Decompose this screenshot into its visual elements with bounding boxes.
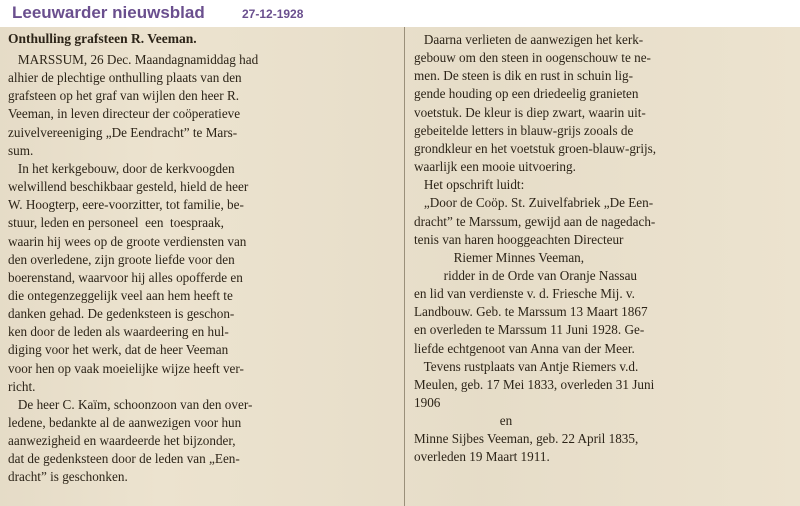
- article-line: die ontegenzeggelijk veel aan hem heeft te: [8, 287, 233, 303]
- article-line: welwillend beschikbaar gesteld, hield de heer: [8, 179, 249, 195]
- article-line: „Door de Coöp. St. Zuivelfabriek „De Een-: [414, 195, 654, 211]
- article-line: ledene, bedankte al de aanwezigen voor hun: [8, 415, 242, 430]
- article-line: men. De steen is dik en rust in schuin lig-: [414, 68, 634, 84]
- article-line: stuur, leden en personeel een toespraak,: [8, 215, 224, 231]
- column-divider: [404, 27, 405, 506]
- article-line: grafsteen op het graf van wijlen den heer R.: [8, 88, 240, 104]
- article-line: en overleden te Marssum 11 Juni 1928. Ge-: [414, 322, 645, 338]
- article-line: Meulen, geb. 17 Mei 1833, overleden 31 Juni: [414, 376, 655, 392]
- article-line: gende houding op een driedeelig granieten: [414, 86, 639, 102]
- newspaper-clipping: [0, 27, 800, 506]
- article-line: en: [414, 413, 513, 429]
- article-line: zuivelvereeniging „De Eendracht” te Mars-: [8, 124, 238, 140]
- article-line: dat de gedenksteen door de leden van „Een-: [8, 451, 240, 467]
- article-line: dracht” te Marssum, gewijd aan de nagedach-: [414, 213, 656, 229]
- article-line: grondkleur en het voetstuk groen-blauw-grijs,: [414, 140, 657, 156]
- article-line: gebouw om den steen in oogenschouw te ne-: [414, 50, 651, 66]
- article-line: Tevens rustplaats van Antje Riemers v.d.: [414, 358, 639, 374]
- article-line: ken door de leden als waardeering en hul-: [8, 324, 229, 340]
- page-header: [0, 0, 800, 27]
- article-line: gebeitelde letters in blauw-grijs zooals de: [414, 122, 634, 138]
- article-line: den overledene, zijn groote liefde voor den: [8, 251, 235, 267]
- article-line: diging voor het werk, dat de heer Veeman: [8, 342, 229, 358]
- article-line: waarlijk een mooie uitvoering.: [414, 159, 576, 175]
- article-line: alhier de plechtige onthulling plaats van den: [8, 70, 242, 86]
- article-line: en lid van verdienste v. d. Friesche Mij. v.: [414, 286, 635, 302]
- article-line: W. Hoogterp, eere-voorzitter, tot familie, be-: [8, 197, 244, 213]
- article-line: danken gehad. De gedenksteen is geschon-: [8, 306, 235, 322]
- article-line: ridder in de Orde van Oranje Nassau: [414, 267, 638, 283]
- article-line: Het opschrift luidt:: [414, 177, 525, 193]
- article-line: voetstuk. De kleur is diep zwart, waarin uit-: [414, 104, 646, 120]
- article-line: Riemer Minnes Veeman,: [414, 249, 585, 265]
- article-line: liefde echtgenoot van Anna van der Meer.: [414, 340, 635, 356]
- article-line: Minne Sijbes Veeman, geb. 22 April 1835,: [414, 431, 639, 447]
- article-line: Landbouw. Geb. te Marssum 13 Maart 1867: [414, 304, 648, 320]
- article-line: aanwezigheid en waardeerde het bijzonder,: [8, 433, 236, 449]
- article-line: sum.: [8, 142, 34, 158]
- article-line: De heer C. Kaïm, schoonzoon van den over-: [8, 396, 253, 412]
- article-line: In het kerkgebouw, door de kerkvoogden: [8, 160, 235, 176]
- article-line: richt.: [8, 378, 36, 394]
- article-line: Veeman, in leven directeur der coöperatieve: [8, 106, 241, 122]
- article-line: Daarna verlieten de aanwezigen het kerk-: [414, 32, 644, 47]
- publication-date: 27-12-1928: [242, 7, 304, 21]
- article-line: boerenstand, waarvoor hij alles opofferde en: [8, 269, 243, 285]
- article-line: waarin hij wees op de groote verdiensten van: [8, 233, 247, 249]
- article-line: MARSSUM, 26 Dec. Maandagnamiddag had: [8, 52, 259, 67]
- article-line: dracht” is geschonken.: [8, 469, 128, 485]
- article-line: voor hen op vaak moeielijke wijze heeft ver-: [8, 360, 244, 376]
- article-heading: Onthulling grafsteen R. Veeman.: [8, 31, 197, 46]
- article-line: tenis van haren hooggeachten Directeur: [414, 231, 624, 247]
- newspaper-title: Leeuwarder nieuwsblad: [12, 3, 205, 22]
- article-line: 1906: [414, 395, 441, 410]
- article-line: overleden 19 Maart 1911.: [414, 449, 550, 465]
